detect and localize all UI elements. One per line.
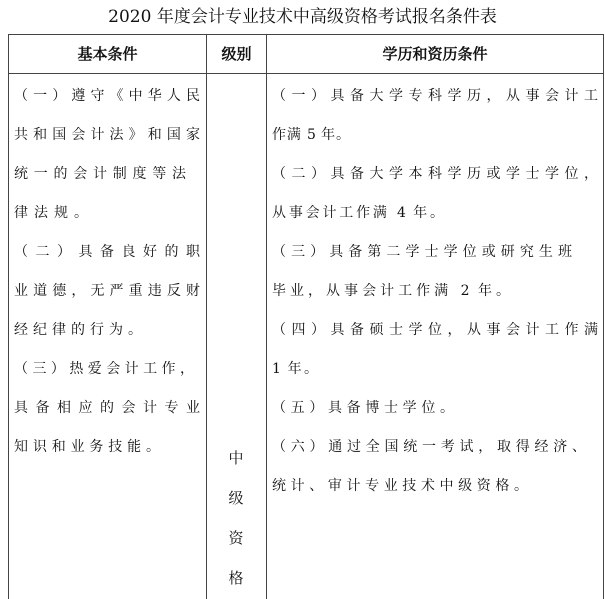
education-condition-line: 1 年。: [272, 361, 318, 377]
education-conditions-cell: [272, 82, 600, 512]
basic-condition-line: 知识和业务技能。: [14, 439, 160, 455]
basic-conditions-cell: [14, 82, 200, 482]
level-char: 中: [228, 449, 244, 467]
header-bottom-border: [8, 73, 604, 74]
header-basic-conditions: 基本条件: [77, 45, 138, 63]
column-divider-2: [266, 34, 267, 599]
table-right-border: [603, 34, 604, 599]
basic-condition-line: （一）遵守《中华人民: [14, 88, 200, 104]
education-condition-line: （一）具备大学专科学历，从事会计工: [272, 88, 598, 104]
basic-condition-line: 经纪律的行为。: [14, 322, 142, 338]
education-condition-line: （六）通过全国统一考试，取得经济、: [272, 439, 586, 455]
header-level: 级别: [221, 45, 252, 63]
education-condition-line: 从事会计工作满 4 年。: [272, 205, 444, 221]
level-char: 资: [228, 529, 244, 547]
level-char: 级: [228, 489, 244, 507]
education-condition-line: （二）具备大学本科学历或学士学位，: [272, 166, 598, 182]
column-divider-1: [206, 34, 207, 599]
education-condition-line: （五）具备博士学位。: [272, 400, 454, 416]
basic-condition-line: （二）具备良好的职: [14, 244, 200, 260]
basic-condition-line: 具备相应的会计专业: [14, 400, 200, 416]
level-char: 格: [228, 569, 244, 587]
basic-condition-line: （三）热爱会计工作，: [14, 361, 194, 377]
education-condition-line: 统计、审计专业技术中级资格。: [272, 478, 528, 494]
education-condition-line: （四）具备硕士学位，从事会计工作满: [272, 322, 598, 338]
basic-condition-line: 统一的会计制度等法: [14, 166, 186, 182]
education-condition-line: （三）具备第二学士学位或研究生班: [272, 244, 572, 260]
education-condition-line: 毕业，从事会计工作满 2 年。: [272, 283, 510, 299]
table-left-border: [8, 34, 9, 599]
education-condition-line: 作满 5 年。: [272, 127, 350, 143]
basic-condition-line: 业道德，无严重违反财: [14, 283, 200, 299]
header-education-experience: 学历和资历条件: [382, 45, 488, 63]
basic-condition-line: 律法规。: [14, 205, 88, 221]
basic-condition-line: 共和国会计法》和国家: [14, 127, 200, 143]
document-title: 2020 年度会计专业技术中高级资格考试报名条件表: [108, 7, 497, 27]
